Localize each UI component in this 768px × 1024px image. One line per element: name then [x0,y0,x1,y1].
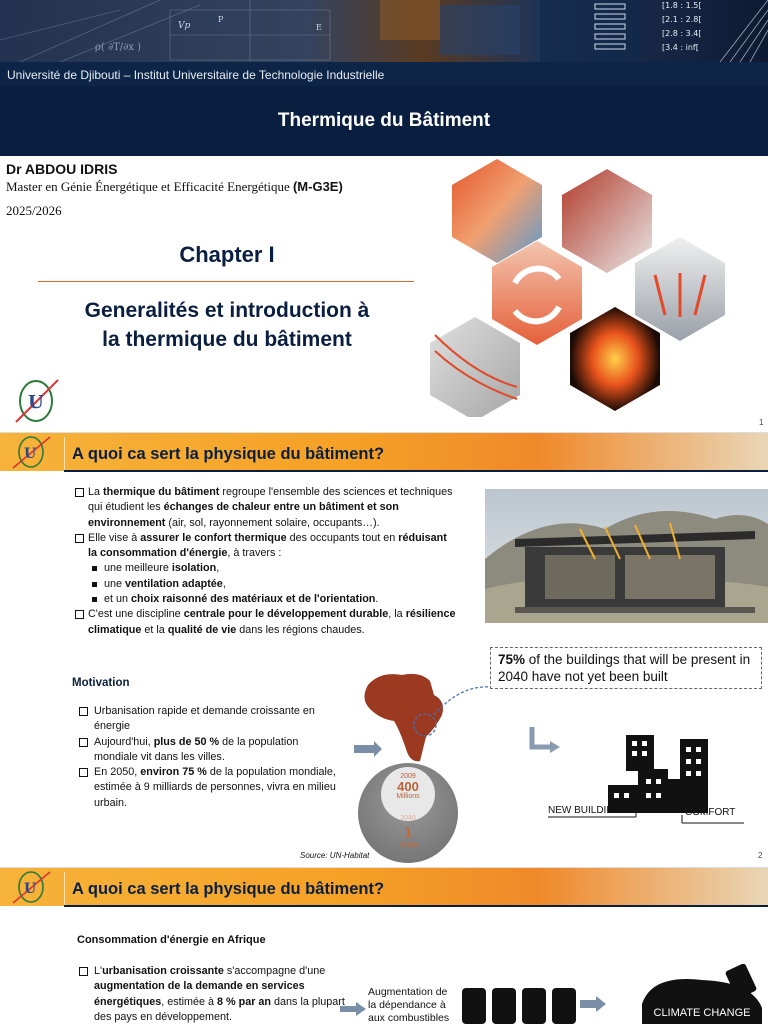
svg-text:U: U [24,881,37,897]
energy-bullets [78,964,346,1024]
banner-graphic [0,0,768,62]
arrow-right-icon [354,741,382,757]
globe-unit-2040: Billion [398,842,418,849]
climate-change-label: CLIMATE CHANGE [653,1007,751,1019]
page-number: 2 [758,851,763,860]
svg-text:U: U [24,446,37,462]
bioclimatic-house-image [485,489,768,623]
intro-bullets [74,485,456,638]
author-name: Dr ABDOU IDRIS [6,161,118,177]
chapter-divider [38,281,414,282]
university-bar: Université de Djibouti – Institut Universitaire de Technologie Industrielle [0,62,768,86]
hexagon-heat-flow [562,169,652,273]
bullet-item: En 2050, environ 75 % de la population mondiale, estimée à 9 milliards de personnes, vivra en milieu urbain. [78,765,340,811]
africa-map-graphic [350,665,498,765]
program-code: (M-G3E) [292,179,343,194]
slide-header [0,433,768,471]
bullet-item: L'urbanisation croissante s'accompagne d'une augmentation de la demande en services énergétiques, estimée à 8 % par an dans la plupart des pays en développement. [78,964,346,1024]
bullet-item: Urbanisation rapide et demande croissante en énergie [78,704,340,735]
bullet-item: C'est une discipline centrale pour le développement durable, la résilience climatique et la qualité de vie dans les régions chaudes. [74,607,456,638]
arrow-right-icon [580,996,606,1012]
program-prefix: Master en Génie Énergétique et Efficacité Energétique [6,179,293,194]
sub-bullet-item: et un choix raisonné des matériaux et de l'orientation. [74,592,456,607]
statistic-percent: 75% [498,652,526,667]
urban-population-globe [358,763,458,863]
title-underline [64,470,768,472]
svg-text:U: U [28,392,44,413]
chapter-heading: Chapter I [179,242,275,267]
hexagon-collage [425,155,725,417]
globe-unit-2009: Millions [396,793,420,800]
slide-header [0,868,768,906]
svg-text:P: P [218,15,224,24]
program-name [6,179,343,195]
header-divider [64,872,65,906]
course-title: Thermique du Bâtiment [277,110,491,131]
section-subtitle: Consommation d'énergie en Afrique [77,934,266,946]
motivation-heading: Motivation [72,677,130,689]
motivation-bullets [78,704,340,811]
slide-title: A quoi ca sert la physique du bâtiment? [72,445,385,463]
content-slide [0,867,768,1024]
chapter-title-line: Generalités et introduction à [84,299,370,322]
banner-legend-label: [2.1 : 2.8[ [662,15,702,24]
arrow-right-icon [340,1002,368,1016]
university-logo [8,378,64,424]
chapter-title [40,296,414,354]
globe-value-2009: 400 [397,779,419,794]
banner-legend-label: [3.4 : inf[ [662,43,699,52]
source-note: Source: UN-Habitat [300,851,370,860]
bullet-item: La thermique du bâtiment regroupe l'ensemble des sciences et techniques qui étudient les échanges de chaleur entre un bâtiment et son environnement (air, sol, rayonnement solaire, occupants…). [74,485,456,531]
label-new-buildings: NEW BUILDINGS [548,805,629,816]
chapter-title-line: la thermique du bâtiment [102,328,352,351]
header-divider [64,437,65,471]
page-number: 1 [759,418,764,427]
globe-inner-circle [381,767,435,821]
label-comfort: COMFORT [685,807,736,818]
dependence-text: Augmentation de la dépendance à aux combustibles [368,986,450,1024]
globe-year-2040: 2040 [400,815,416,822]
svg-text:ρ( ∂T/∂x ): ρ( ∂T/∂x ) [95,42,142,53]
hexagon-fire [570,307,660,411]
title-underline [64,905,768,907]
oil-barrels-icon [458,984,608,1024]
academic-year: 2025/2026 [6,203,62,218]
svg-text:Vp: Vp [178,21,191,31]
svg-text:E: E [316,23,322,32]
slide-title: A quoi ca sert la physique du bâtiment? [72,880,385,898]
university-logo [8,435,54,469]
globe-value-2040: 1 [404,824,412,840]
banner-legend-label: [2.8 : 3.4[ [662,29,702,38]
course-title-bar [0,86,768,156]
climate-change-graphic [612,964,768,1024]
globe-year-2009: 2009 [400,773,416,780]
statistic-text: of the buildings that will be present in 2040 have not yet been built [498,652,751,684]
buildings-statistic-callout [490,647,762,689]
content-slide [0,432,768,867]
sub-bullet-item: une ventilation adaptée, [74,577,456,592]
title-slide [0,0,768,432]
bullet-item: Elle vise à assurer le confort thermique des occupants tout en réduisant la consommation d'énergie, à travers : [74,531,456,562]
sub-bullet-item: une meilleure isolation, [74,561,456,576]
banner-image [0,0,768,62]
banner-legend-label: [1.8 : 1.5[ [662,1,702,10]
bullet-item: Aujourd'hui, plus de 50 % de la population mondiale vit dans les villes. [78,735,340,766]
university-logo [8,870,54,904]
